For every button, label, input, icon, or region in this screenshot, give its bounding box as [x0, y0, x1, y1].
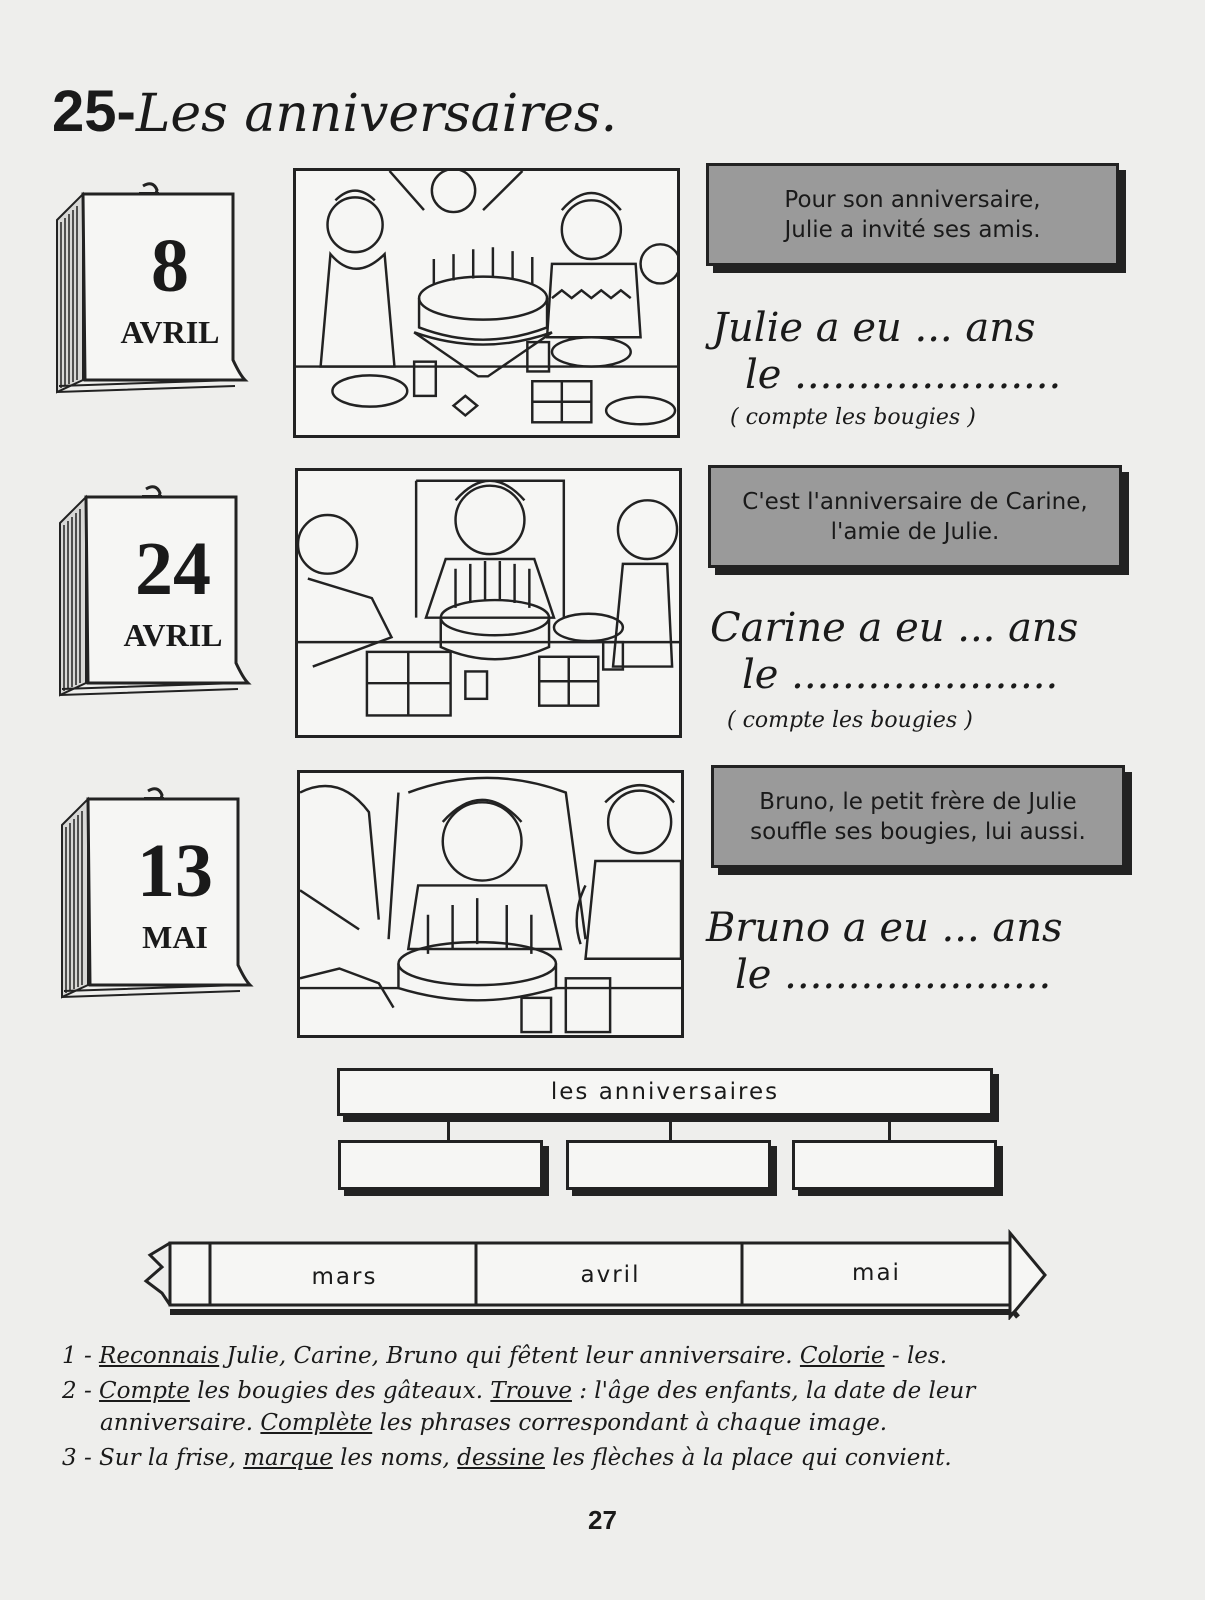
instruction-1: 1 - Reconnais Julie, Carine, Bruno qui fêtent leur anniversaire. Colorie - les.: [62, 1343, 948, 1369]
caption-box-carine: [708, 465, 1122, 568]
hint-count-candles: ( compte les bougies ): [727, 708, 973, 733]
instruction-fragment: - les.: [884, 1343, 948, 1369]
party-scene-icon: [298, 471, 679, 735]
verb-marque: marque: [243, 1445, 333, 1471]
page-number: 27: [588, 1505, 617, 1535]
calendar-month: MAI: [142, 919, 208, 955]
instruction-number: 2: [62, 1378, 77, 1404]
instruction-text: [99, 1343, 947, 1369]
instruction-2-continued: [100, 1410, 887, 1436]
verb-reconnais: Reconnais: [99, 1343, 220, 1369]
verb-compte: Compte: [99, 1378, 190, 1404]
caption-box-bruno: [711, 765, 1125, 868]
instruction-fragment: : l'âge des enfants, la date de leur: [571, 1378, 976, 1404]
caption-line-2: souffle ses bougies, lui aussi.: [750, 818, 1086, 845]
title-dash: -: [116, 79, 136, 144]
instruction-fragment: les noms,: [332, 1445, 458, 1471]
instruction-fragment: anniversaire.: [100, 1410, 261, 1436]
page-title: [52, 78, 617, 145]
caption-line-2: Julie a invité ses amis.: [784, 216, 1041, 243]
calendar-13-mai: [60, 785, 270, 1000]
birthday-illustration-carine: [295, 468, 682, 738]
caption-line-1: Pour son anniversaire,: [784, 186, 1041, 213]
timeline-month-mai: mai: [852, 1259, 901, 1286]
verb-trouve: Trouve: [490, 1378, 572, 1404]
instruction-2: 2 - Compte les bougies des gâteaux. Trouve : l'âge des enfants, la date de leur: [62, 1378, 976, 1404]
party-scene-icon: [296, 171, 677, 435]
calendar-day: 24: [135, 527, 211, 611]
instruction-fragment: Julie, Carine, Bruno qui fêtent leur anniversaire.: [219, 1343, 800, 1369]
sentence-julie-date: le .....................: [745, 352, 1062, 398]
sentence-julie-age: Julie a eu ... ans: [712, 305, 1036, 351]
birthday-illustration-bruno: [297, 770, 684, 1038]
calendar-day: 13: [137, 829, 213, 913]
sentence-carine-date: le .....................: [742, 652, 1059, 698]
instruction-fragment: les phrases correspondant à chaque image.: [372, 1410, 888, 1436]
sentence-carine-age: Carine a eu ... ans: [710, 605, 1079, 651]
tree-connector: [447, 1120, 450, 1142]
timeline-month-avril: avril: [580, 1261, 641, 1288]
tree-connector: [669, 1120, 672, 1142]
sentence-bruno-date: le .....................: [735, 952, 1052, 998]
instruction-fragment: les flèches à la place qui convient.: [544, 1445, 952, 1471]
lesson-title: Les anniversaires.: [135, 84, 618, 144]
party-scene-icon: [300, 773, 681, 1035]
hint-count-candles: ( compte les bougies ): [730, 405, 976, 430]
caption-line-2: l'amie de Julie.: [830, 518, 1000, 545]
instruction-3: 3 - Sur la frise, marque les noms, dessine les flèches à la place qui convient.: [62, 1445, 952, 1471]
caption-box-julie: [706, 163, 1119, 266]
instruction-number: 1: [62, 1343, 77, 1369]
tree-title: les anniversaires: [550, 1079, 780, 1105]
answer-box-2[interactable]: [566, 1140, 771, 1190]
verb-complete: Complète: [260, 1410, 373, 1436]
timeline-month-mars: mars: [311, 1263, 378, 1290]
verb-colorie: Colorie: [799, 1343, 885, 1369]
verb-dessine: dessine: [457, 1445, 545, 1471]
instruction-fragment: les bougies des gâteaux.: [189, 1378, 491, 1404]
calendar-8-avril: [55, 180, 265, 395]
caption-line-1: C'est l'anniversaire de Carine,: [742, 488, 1088, 515]
tree-title-box: [337, 1068, 993, 1116]
caption-line-1: Bruno, le petit frère de Julie: [759, 788, 1077, 815]
instruction-number: 3: [62, 1445, 77, 1471]
instruction-fragment: Sur la frise,: [99, 1445, 244, 1471]
tree-connector: [888, 1120, 891, 1142]
lesson-number: 25: [52, 79, 117, 144]
sentence-bruno-age: Bruno a eu ... ans: [706, 905, 1063, 951]
calendar-month: AVRIL: [123, 617, 223, 653]
calendar-24-avril: [58, 483, 268, 698]
calendar-day: 8: [151, 224, 189, 308]
calendar-month: AVRIL: [120, 314, 220, 350]
answer-box-1[interactable]: [338, 1140, 543, 1190]
birthday-illustration-julie: [293, 168, 680, 438]
answer-box-3[interactable]: [792, 1140, 997, 1190]
